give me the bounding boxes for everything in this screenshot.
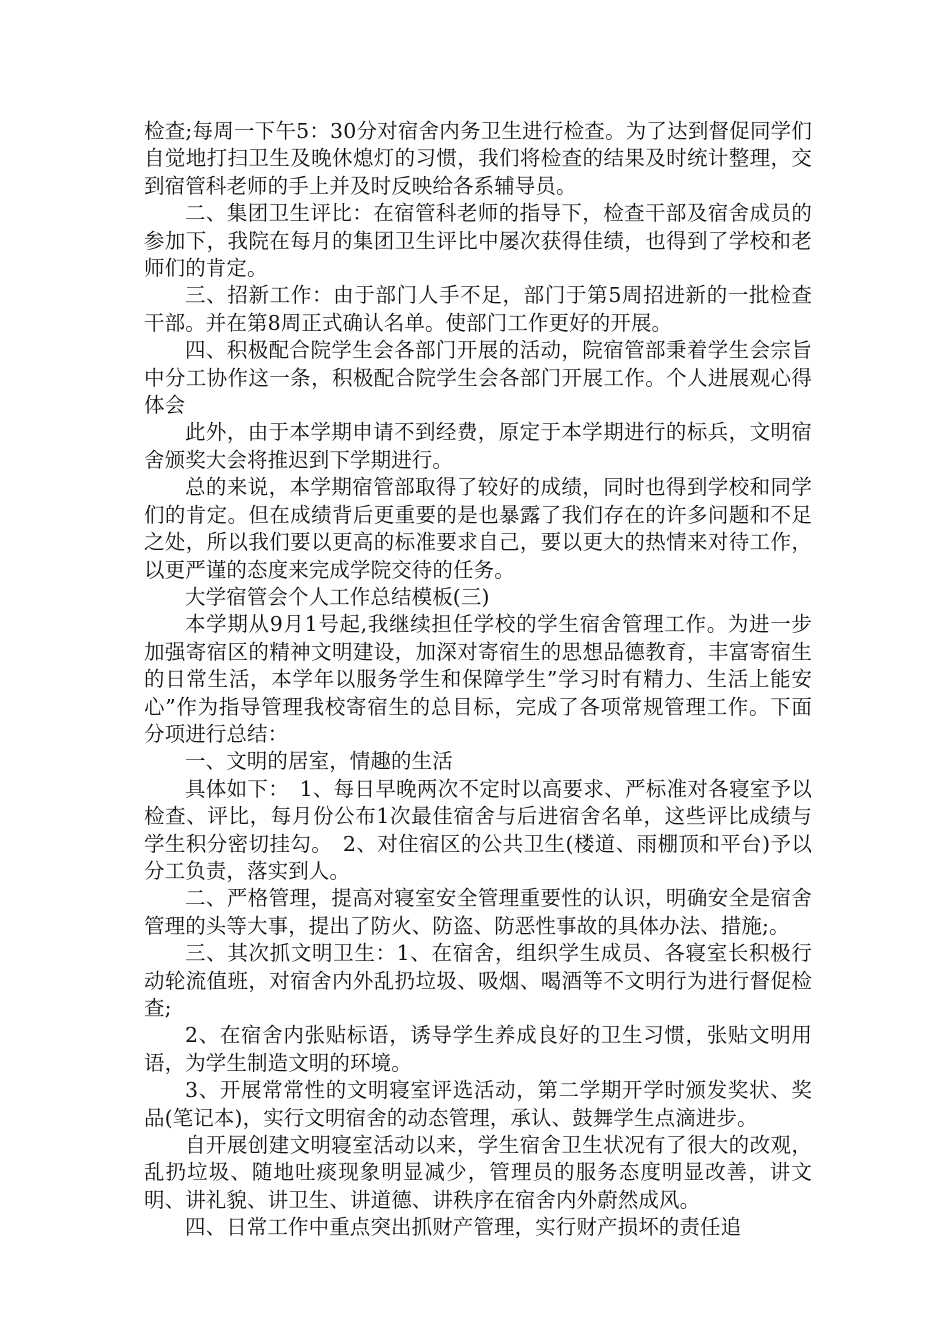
section-heading: 大学宿管会个人工作总结模板(三) <box>185 584 490 609</box>
paragraph: 检查;每周一下午5：30分对宿舍内务卫生进行检查。为了达到督促同学们自觉地打扫卫生及晚休熄灯的习惯，我们将检查的结果及时统计整理，交到宿管科老师的手上并及时反映给各系辅导员。 <box>144 119 812 198</box>
paragraph: 二、集团卫生评比：在宿管科老师的指导下，检查干部及宿舍成员的参加下，我院在每月的集团卫生评比中屡次获得佳绩，也得到了学校和老师们的肯定。 <box>144 201 812 281</box>
paragraph: 自开展创建文明寝室活动以来，学生宿舍卫生状况有了很大的改观，乱扔垃圾、随地吐痰现象明显减少，管理员的服务态度明显改善，讲文明、讲礼貌、讲卫生、讲道德、讲秩序在宿舍内外蔚然成风。 <box>144 1133 812 1212</box>
paragraph: 四、积极配合院学生会各部门开展的活动，院宿管部秉着学生会宗旨中分工协作这一条，积极配合院学生会各部门开展工作。个人进展观心得体会 <box>144 338 812 418</box>
paragraph: 三、其次抓文明卫生：1、在宿舍，组织学生成员、各寝室长积极行动轮流值班，对宿舍内外乱扔垃圾、吸烟、喝酒等不文明行为进行督促检查; <box>144 941 812 1020</box>
paragraph: 二、严格管理，提高对寝室安全管理重要性的认识，明确安全是宿舍管理的头等大事，提出了防火、防盗、防恶性事故的具体办法、措施;。 <box>144 886 812 938</box>
paragraph: 此外，由于本学期申请不到经费，原定于本学期进行的标兵，文明宿舍颁奖大会将推迟到下学期进行。 <box>144 420 812 472</box>
document-body <box>144 118 812 1242</box>
paragraph: 四、日常工作中重点突出抓财产管理，实行财产损坏的责任追 <box>185 1215 742 1240</box>
section-heading: 一、文明的居室，情趣的生活 <box>185 749 453 774</box>
paragraph: 三、招新工作：由于部门人手不足，部门于第5周招进新的一批检查干部。并在第8周正式确认名单。使部门工作更好的开展。 <box>144 283 812 335</box>
paragraph: 本学期从9月1号起,我继续担任学校的学生宿舍管理工作。为进一步加强寄宿区的精神文明建设，加深对寄宿生的思想品德教育，丰富寄宿生的日常生活，本学年以服务学生和保障学生”学习时有精力、生活上能安心”作为指导管理我校寄宿生的总目标，完成了各项常规管理工作。下面分项进行总结： <box>144 612 812 746</box>
paragraph: 总的来说，本学期宿管部取得了较好的成绩，同时也得到学校和同学们的肯定。但在成绩背后更重要的是也暴露了我们存在的许多问题和不足之处，所以我们要以更高的标准要求自己，要以更大的热情来对待工作，以更严谨的态度来完成学院交待的任务。 <box>144 475 812 582</box>
paragraph: 具体如下： 1、每日早晚两次不定时以高要求、严标准对各寝室予以检查、评比，每月份公布1次最佳宿舍与后进宿舍名单，这些评比成绩与学生积分密切挂勾。 2、对住宿区的公共卫生(楼道、雨棚顶和平台)予以分工负责，落实到人。 <box>144 776 812 883</box>
paragraph: 3、开展常常性的文明寝室评选活动，第二学期开学时颁发奖状、奖品(笔记本)，实行文明宿舍的动态管理，承认、鼓舞学生点滴进步。 <box>144 1078 812 1130</box>
paragraph: 2、在宿舍内张贴标语，诱导学生养成良好的卫生习惯，张贴文明用语，为学生制造文明的环境。 <box>144 1023 812 1075</box>
